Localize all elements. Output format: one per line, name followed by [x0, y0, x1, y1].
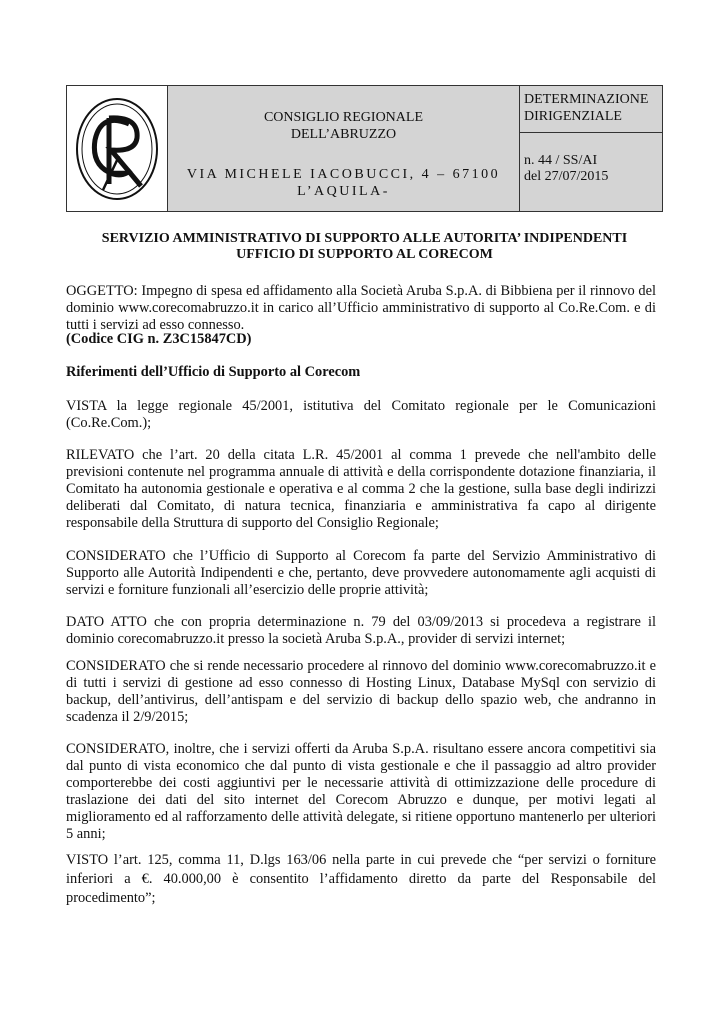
considerato-paragraph-1: CONSIDERATO che l’Ufficio di Supporto al Corecom fa parte del Servizio Amministrativo di Supporto alle Autorità Indipendenti e che, pertanto, deve provvedere autonomamente agli acquisti di servizi e forniture funzionali all’esercizio delle proprie attività; — [66, 548, 656, 598]
logo-cell — [67, 86, 168, 211]
cig-code: (Codice CIG n. Z3C15847CD) — [66, 331, 252, 347]
riferimenti-heading: Riferimenti dell’Ufficio di Supporto al Corecom — [66, 364, 361, 380]
document-header — [66, 85, 663, 212]
institution-cell — [168, 86, 520, 211]
visto-paragraph: VISTO l’art. 125, comma 11, D.lgs 163/06 nella parte in cui prevede che “per servizi o forniture inferiori a €. 40.000,00 è consentito l’affidamento diretto da parte del Responsabile del procedimento”; — [66, 852, 656, 906]
dato-atto-paragraph: DATO ATTO che con propria determinazione n. 79 del 03/09/2013 si procedeva a registrare il dominio corecomabruzzo.it presso la società Aruba S.p.A., provider di servizi internet; — [66, 614, 656, 647]
doc-date: del 27/07/2015 — [524, 169, 609, 184]
oggetto-paragraph: OGGETTO: Impegno di spesa ed affidamento alla Società Aruba S.p.A. di Bibbiena per il rinnovo del dominio www.corecomabruzzo.it in carico all’Ufficio amministrativo di supporto al Co.Re.Com. e di tutti i servizi ad esso connesso. — [66, 283, 656, 333]
determination-cell — [520, 86, 662, 211]
council-logo-icon — [73, 94, 161, 204]
doc-type-line2: DIRIGENZIALE — [524, 109, 622, 124]
address-line1: VIA MICHELE IACOBUCCI, 4 – 67100 — [186, 167, 501, 182]
service-heading — [66, 231, 663, 263]
org-name-line2: DELL’ABRUZZO — [290, 127, 397, 142]
org-name-line1: CONSIGLIO REGIONALE — [263, 110, 424, 125]
service-line1: SERVIZIO AMMINISTRATIVO DI SUPPORTO ALLE AUTORITA’ INDIPENDENTI — [101, 231, 628, 246]
considerato-paragraph-2: CONSIDERATO che si rende necessario procedere al rinnovo del dominio www.corecomabruzzo.it e di tutti i servizi di gestione ad esso connesso di Hosting Linux, Database MySql con servizio di backup, dell’antivirus, dell’antispam e del servizio di backup dello spazio web, che andranno in scadenza il 2/9/2015; — [66, 658, 656, 725]
service-line2: UFFICIO DI SUPPORTO AL CORECOM — [236, 247, 493, 262]
rilevato-paragraph: RILEVATO che l’art. 20 della citata L.R. 45/2001 al comma 1 prevede che nell'ambito delle previsioni contenute nel programma annuale di attività e della corrispondente dotazione finanziaria, il Comitato ha autonomia gestionale e operativa e al comma 2 che la gestione, sulla base degli indirizzi deliberati dal Comitato, di natura tecnica, finanziaria e amministrativa fa capo al dirigente responsabile della Struttura di supporto del Consiglio Regionale; — [66, 447, 656, 531]
doc-type-line1: DETERMINAZIONE — [524, 92, 649, 107]
address-line2: L’AQUILA- — [297, 184, 390, 199]
vista-paragraph: VISTA la legge regionale 45/2001, istitutiva del Comitato regionale per le Comunicazioni (Co.Re.Com.); — [66, 398, 656, 431]
considerato-paragraph-3: CONSIDERATO, inoltre, che i servizi offerti da Aruba S.p.A. risultano essere ancora competitivi sia dal punto di vista economico che dal punto di vista gestionale e che il passaggio ad altro provider comporterebbe dei costi aggiuntivi per le necessarie attività di ottimizzazione delle procedure di traslazione dei dati del sito internet del Corecom Abruzzo e dunque, per motivi legati al miglioramento ed al rafforzamento delle attività delegate, si ritiene opportuno mantenerlo per ulteriori 5 anni; — [66, 741, 656, 842]
doc-number: n. 44 / SS/AI — [524, 153, 598, 168]
